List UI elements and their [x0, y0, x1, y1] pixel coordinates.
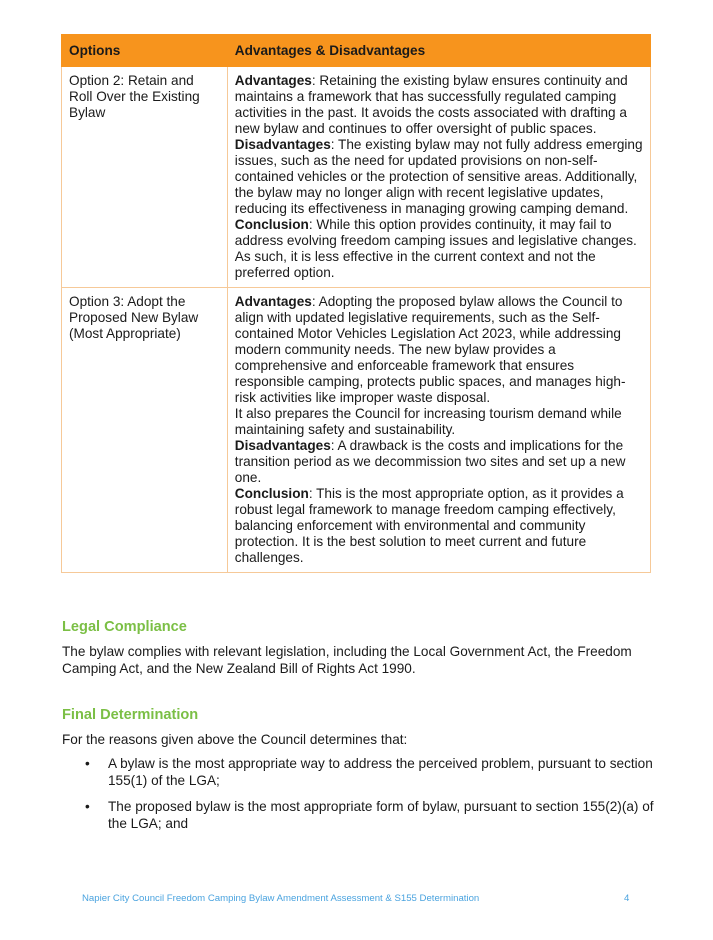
page-footer: Napier City Council Freedom Camping Bylaw Amendment Assessment & S155 Determination [82, 893, 480, 904]
para-label: Advantages [234, 294, 312, 309]
legal-compliance-heading: Legal Compliance [62, 619, 187, 635]
para-label: Conclusion [234, 217, 309, 232]
para-label: Disadvantages [234, 137, 331, 152]
legal-compliance-text: The bylaw complies with relevant legislation, including the Local Government Act, the Freedom Camping Act, and the New Zealand Bill of Rights Act 1990. [62, 644, 632, 676]
para-text: It also prepares the Council for increasing tourism demand while maintaining safety and sustainability. [234, 406, 622, 437]
para-label: Disadvantages [234, 438, 331, 453]
advantages-paragraph [235, 73, 643, 137]
para-label: Conclusion [234, 486, 309, 501]
final-determination-intro: For the reasons given above the Council determines that: [62, 732, 408, 747]
table-row [62, 67, 651, 288]
page-number: 4 [624, 893, 630, 904]
determination-list [62, 755, 662, 841]
details-cell [227, 67, 650, 288]
conclusion-paragraph [235, 217, 643, 281]
para-text: : Adopting the proposed bylaw allows the Council to align with updated legislative requirements, such as the Self-contained Motor Vehicles Legislation Act 2023, while addressing modern community needs. The new bylaw provides a comprehensive and enforceable framework that ensures responsible camping, protects public spaces, and manages high-risk activities like improper waste disposal. [234, 294, 626, 405]
para-text: : Retaining the existing bylaw ensures continuity and maintains a framework that has successfully regulated camping activities in the past. It avoids the costs associated with drafting a new bylaw and continues to offer oversight of public spaces. [234, 73, 628, 136]
options-table [61, 34, 651, 573]
bullet-icon: • [85, 799, 90, 814]
final-determination-heading: Final Determination [62, 707, 199, 723]
para-text: : This is the most appropriate option, as it provides a robust legal framework to manage freedom camping effectively, balancing enforcement with environmental and community protection. It is the best solution to meet current and future challenges. [234, 486, 624, 565]
header-options: Options [62, 35, 228, 67]
additional-paragraph [235, 406, 643, 438]
list-item [62, 755, 662, 789]
table-row [62, 288, 651, 573]
conclusion-paragraph [235, 486, 643, 566]
bullet-icon: • [85, 756, 90, 771]
list-item-text: The proposed bylaw is the most appropriate form of bylaw, pursuant to section 155(2)(a) of the LGA; and [108, 799, 654, 831]
option-cell: Option 3: Adopt the Proposed New Bylaw (Most Appropriate) [62, 288, 228, 573]
list-item-text: A bylaw is the most appropriate way to address the perceived problem, pursuant to section 155(1) of the LGA; [108, 756, 653, 788]
table-header-row [62, 35, 651, 67]
para-label: Advantages [234, 73, 312, 88]
disadvantages-paragraph [235, 438, 643, 486]
para-text: : A drawback is the costs and implications for the transition period as we decommission two sites and set up a new one. [234, 438, 626, 485]
details-cell [227, 288, 650, 573]
header-advantages-disadvantages: Advantages & Disadvantages [227, 35, 650, 67]
para-text: : While this option provides continuity, it may fail to address evolving freedom camping issues and legislative changes. As such, it is less effective in the current context and not the preferred option. [234, 217, 637, 280]
option-cell: Option 2: Retain and Roll Over the Existing Bylaw [62, 67, 228, 288]
disadvantages-paragraph [235, 137, 643, 217]
para-text: : The existing bylaw may not fully address emerging issues, such as the need for updated provisions on non-self-contained vehicles or the protection of sensitive areas. Additionally, the bylaw may no longer align with recent legislative updates, reducing its effectiveness in managing growing camping demand. [234, 137, 643, 216]
advantages-paragraph [235, 294, 643, 406]
list-item [62, 798, 662, 832]
